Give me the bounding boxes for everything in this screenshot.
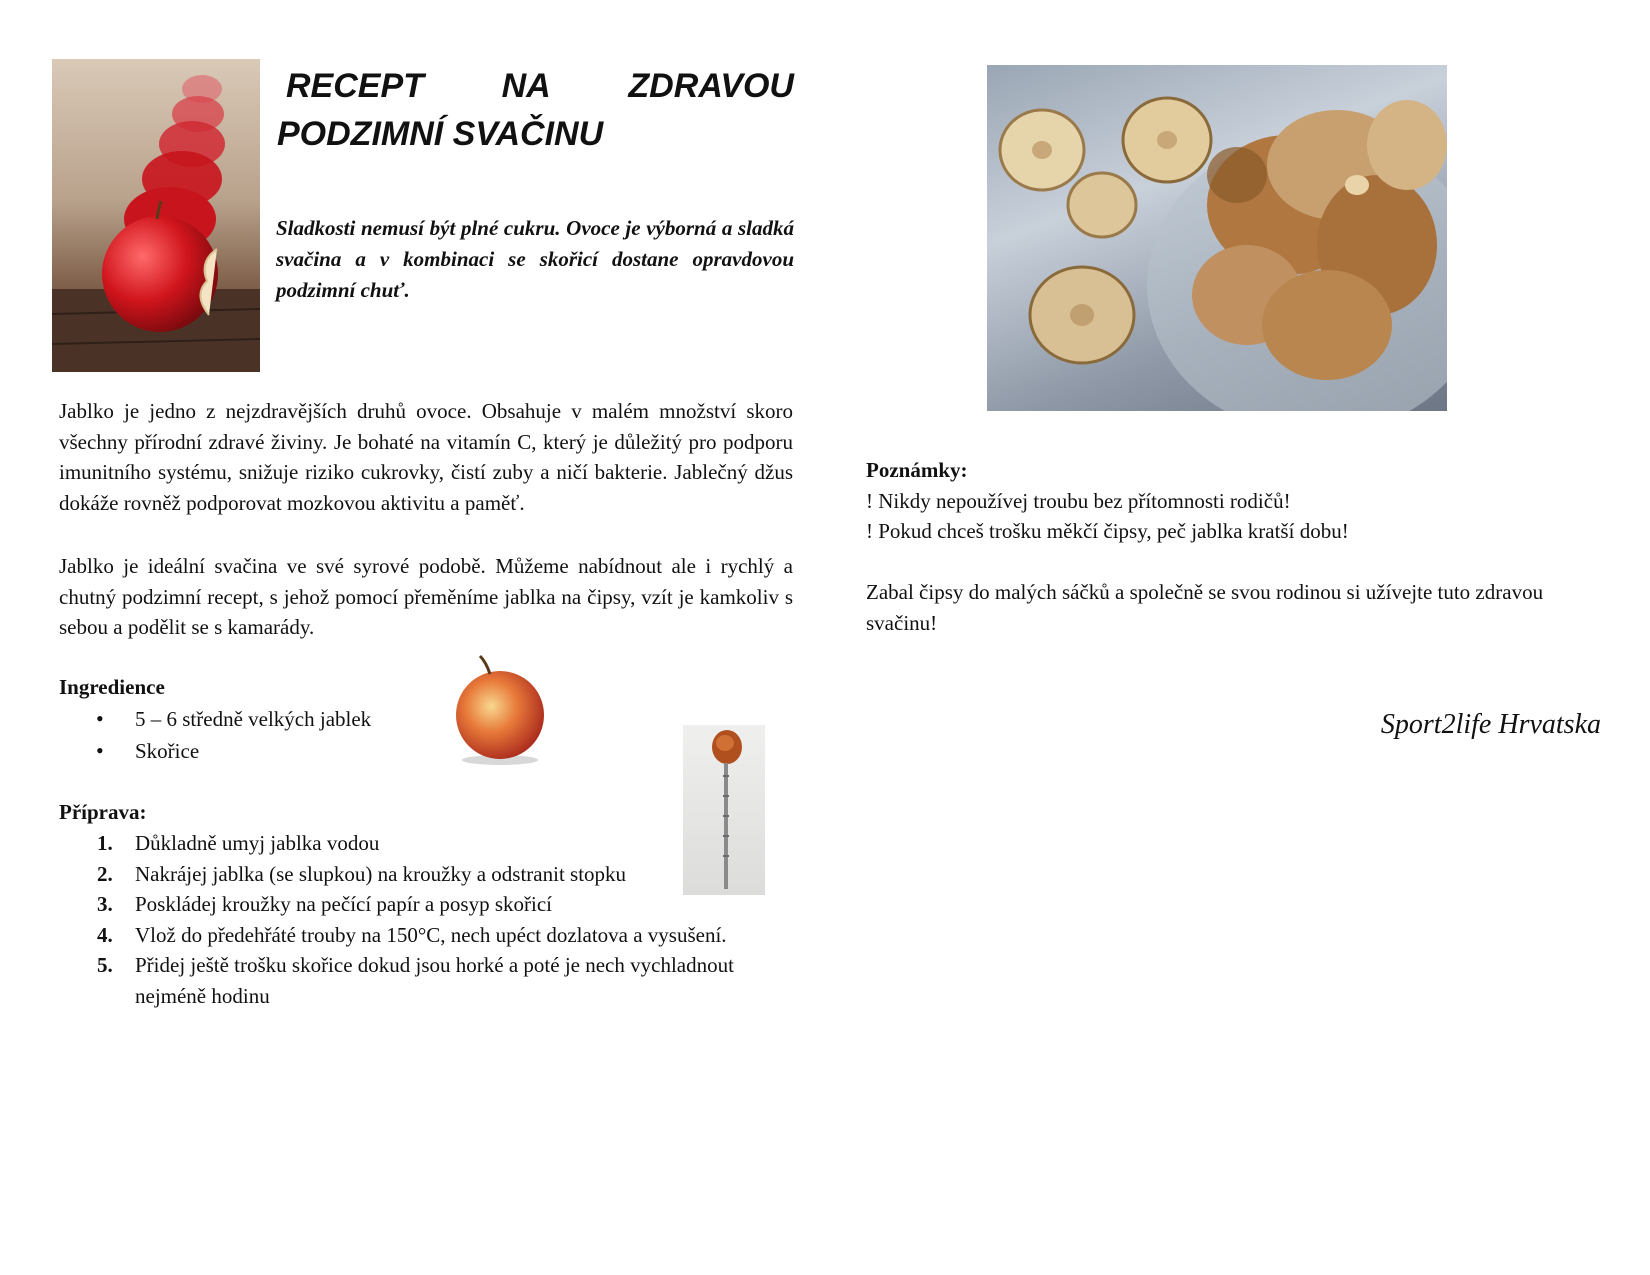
title-line-2: PODZIMNÍ SVAČINU	[277, 115, 604, 153]
preparation-heading: Příprava:	[59, 800, 147, 824]
page-title	[277, 62, 794, 158]
list-item	[59, 859, 793, 890]
closing-paragraph: Zabal čipsy do malých sáčků a společně se svou rodinou si užívejte tuto zdravou svačinu!	[866, 580, 1544, 635]
step-text: Poskládej kroužky na pečící papír a posyp skořicí	[135, 892, 552, 916]
notes-heading: Poznámky:	[866, 458, 968, 482]
recipe-intro-paragraph: Jablko je ideální svačina ve své syrové podobě. Můžeme nabídnout ale i rychlý a chutný podzimní recept, s jehož pomocí přeměníme jablka na čipsy, vzít je kamkoliv s sebou a podělit se s kamarády.	[59, 554, 793, 639]
single-apple-photo	[440, 640, 560, 770]
ingredients-heading: Ingredience	[59, 675, 165, 699]
step-text: Nakrájej jablka (se slupkou) na kroužky a odstranit stopku	[135, 861, 627, 886]
step-text: Důkladně umyj jablka vodou	[135, 831, 380, 855]
step-number: 1.	[97, 831, 113, 855]
list-item: • 5 – 6 středně velkých jablek	[59, 703, 371, 735]
intro-paragraph: Jablko je jedno z nejzdravějších druhů ovoce. Obsahuje v malém množství skoro všechny přírodní zdravé živiny. Je bohaté na vitamín C, který je důležitý pro podporu imunitního systému, snižuje riziko cukrovky, čistí zuby a ničí bakterie. Jablečný džus dokáže rovněž podporovat mozkovou aktivitu a paměť.	[59, 399, 793, 515]
step-number: 4.	[97, 922, 113, 947]
step-text: Přidej ještě trošku skořice dokud jsou horké a poté je nech vychladnout nejméně hodinu	[135, 953, 734, 1008]
list-item	[59, 920, 793, 951]
step-number: 2.	[97, 861, 113, 886]
note-line: ! Nikdy nepoužívej troubu bez přítomnosti rodičů!	[866, 488, 1291, 513]
list-item: • Skořice	[59, 735, 371, 767]
title-line-1	[277, 62, 794, 110]
preparation-steps	[59, 828, 793, 1011]
lead-paragraph: Sladkosti nemusí být plné cukru. Ovoce je výborná a sladká svačina a v kombinaci se skořicí dostane opravdovou podzimní chuť.	[276, 216, 794, 302]
list-item	[59, 828, 793, 859]
signature: Sport2life Hrvatska	[1380, 709, 1601, 740]
list-item	[59, 889, 793, 920]
ingredients-list	[59, 703, 371, 767]
title-word: ZDRAVOU	[628, 67, 794, 105]
apple-chips-photo	[987, 65, 1447, 411]
step-number: 5.	[97, 953, 113, 977]
step-number: 3.	[97, 892, 113, 916]
note-line: ! Pokud chceš trošku měkčí čipsy, peč jablka kratší dobu!	[866, 519, 1349, 543]
list-item	[59, 950, 793, 1011]
title-word: RECEPT	[286, 67, 424, 105]
title-word: NA	[501, 67, 551, 105]
step-text: Vlož do předehřáté trouby na 150°C, nech upéct dozlatova a vysušení.	[135, 922, 727, 947]
apples-row-photo	[52, 59, 260, 372]
notes-section	[866, 455, 1606, 547]
